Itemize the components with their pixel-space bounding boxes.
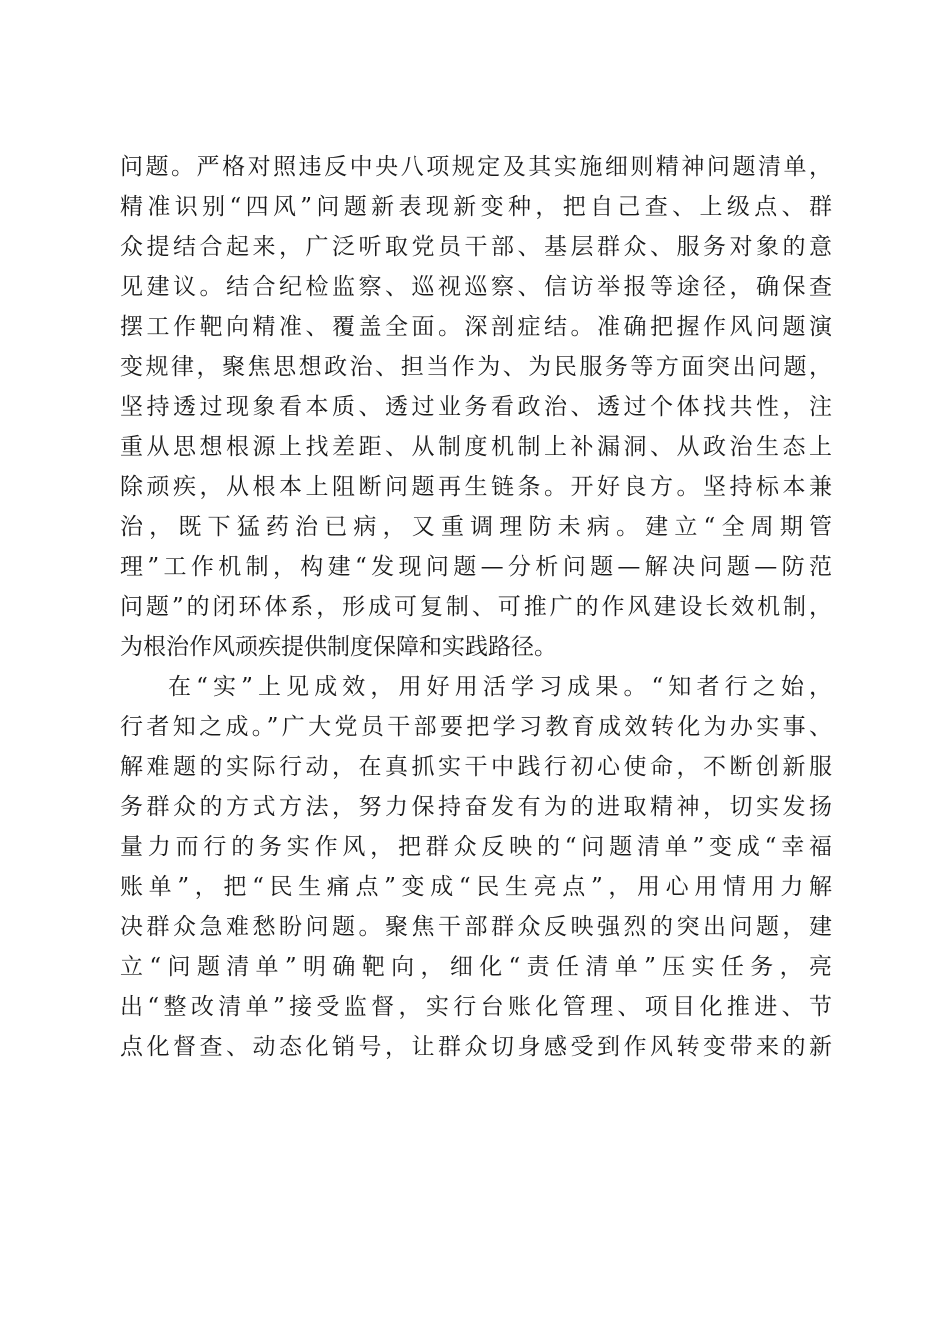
text-line: 理”工作机制，构建“发现问题—分析问题—解决问题—防范: [120, 554, 832, 580]
text-line: 治，既下猛药治已病，又重调理防未病。建立“全周期管: [120, 514, 832, 540]
text-line: 精准识别“四风”问题新表现新变种，把自己查、上级点、群: [120, 194, 832, 220]
text-line: 见建议。结合纪检监察、巡视巡察、信访举报等途径，确保查: [120, 274, 832, 300]
text-line: 出“整改清单”接受监督，实行台账化管理、项目化推进、节: [120, 994, 832, 1020]
text-line: 变规律，聚焦思想政治、担当作为、为民服务等方面突出问题，: [120, 354, 832, 380]
text-line: 除顽疾，从根本上阻断问题再生链条。开好良方。坚持标本兼: [120, 474, 832, 500]
text-line: 问题”的闭环体系，形成可复制、可推广的作风建设长效机制，: [120, 594, 832, 620]
text-line: 立“问题清单”明确靶向，细化“责任清单”压实任务，亮: [120, 954, 832, 980]
text-line: 在“实”上见成效，用好用活学习成果。“知者行之始，: [168, 674, 832, 700]
text-line: 摆工作靶向精准、覆盖全面。深剖症结。准确把握作风问题演: [120, 314, 832, 340]
text-line: 问题。严格对照违反中央八项规定及其实施细则精神问题清单，: [120, 154, 832, 180]
text-line: 点化督查、动态化销号，让群众切身感受到作风转变带来的新: [120, 1034, 832, 1060]
text-line: 解难题的实际行动，在真抓实干中践行初心使命，不断创新服: [120, 754, 832, 780]
text-line: 坚持透过现象看本质、透过业务看政治、透过个体找共性，注: [120, 394, 832, 420]
text-line: 为根治作风顽疾提供制度保障和实践路径。: [120, 634, 557, 660]
text-line: 量力而行的务实作风，把群众反映的“问题清单”变成“幸福: [120, 834, 832, 860]
text-line: 行者知之成。”广大党员干部要把学习教育成效转化为办实事、: [120, 714, 832, 740]
text-line: 决群众急难愁盼问题。聚焦干部群众反映强烈的突出问题，建: [120, 914, 832, 940]
text-line: 众提结合起来，广泛听取党员干部、基层群众、服务对象的意: [120, 234, 832, 260]
text-line: 账单”，把“民生痛点”变成“民生亮点”，用心用情用力解: [120, 874, 832, 900]
text-line: 重从思想根源上找差距、从制度机制上补漏洞、从政治生态上: [120, 434, 832, 460]
text-line: 务群众的方式方法，努力保持奋发有为的进取精神，切实发扬: [120, 794, 832, 820]
